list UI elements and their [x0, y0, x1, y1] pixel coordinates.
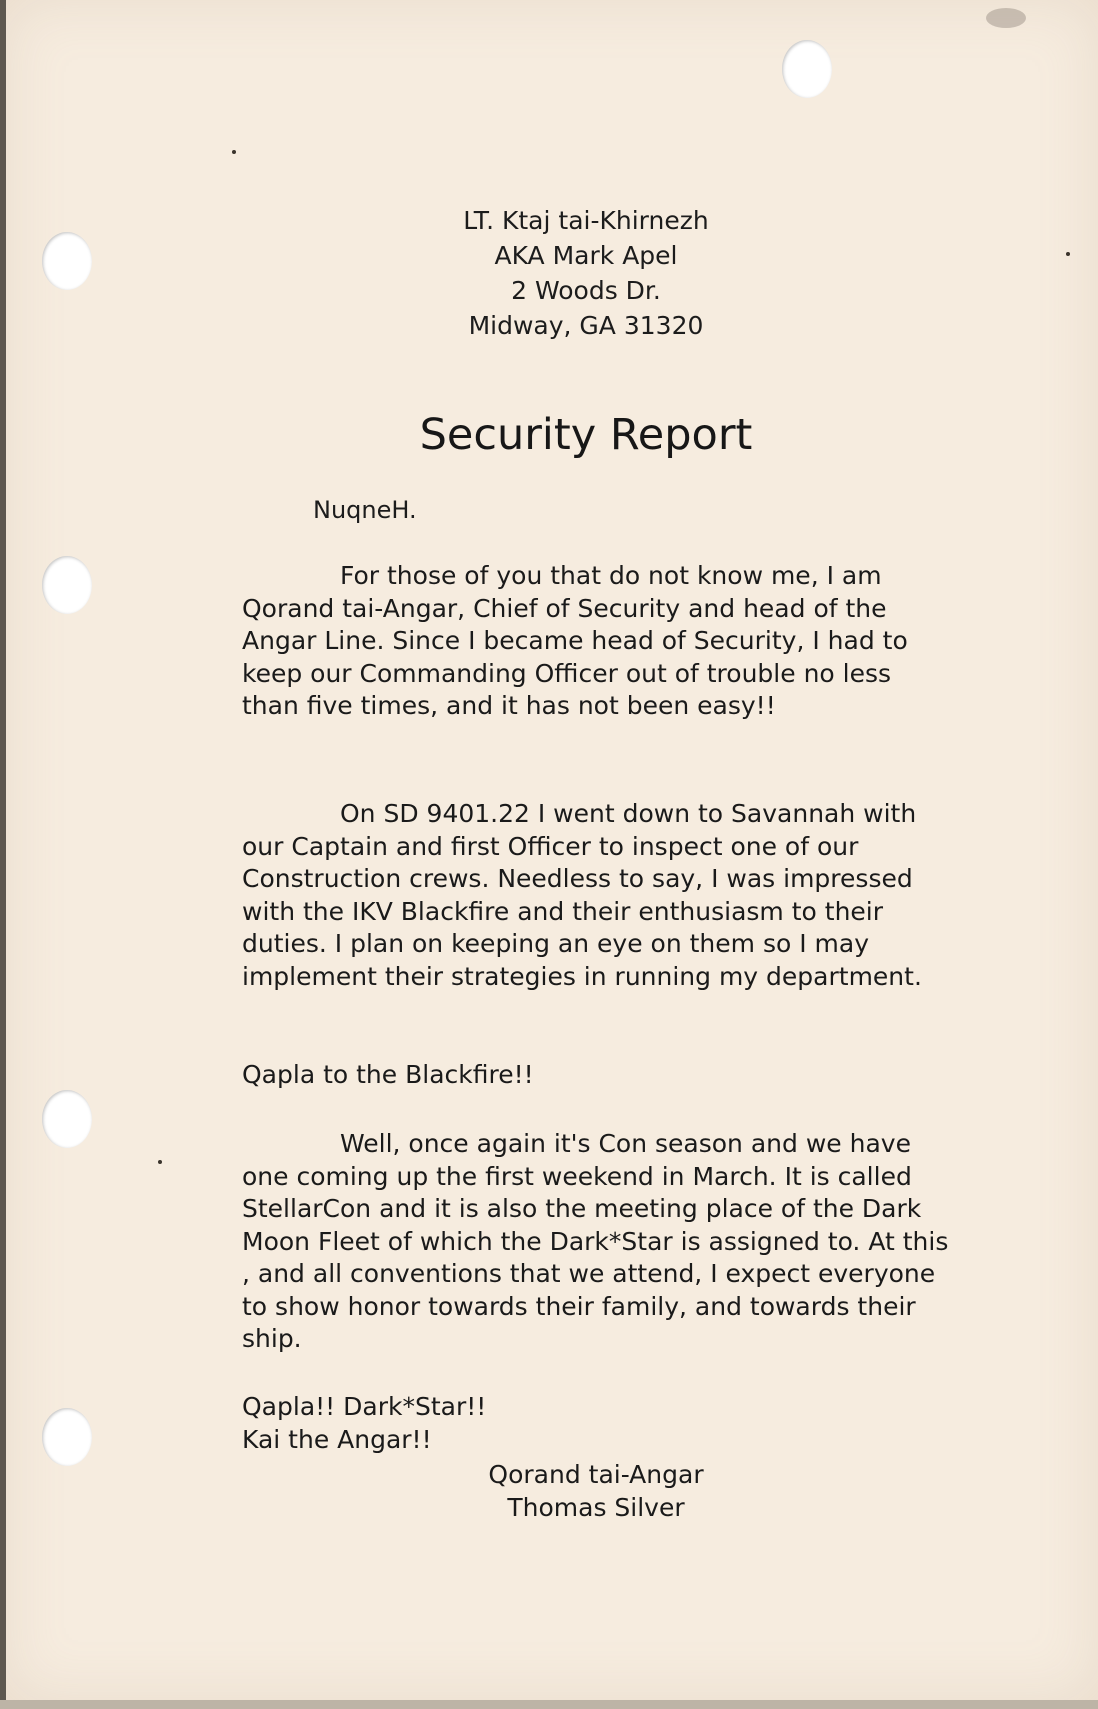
paragraph-savannah-visit: On SD 9401.22 I went down to Savannah with our Captain and first Officer to inspect one of our Construction crews. Needless to say, I was impressed with the IKV Blackfire and their enthusiasm to their duties. I plan on keeping an eye on them so I may implement their strategies in running my department.: [242, 799, 922, 991]
sender-city: Midway, GA 31320: [468, 311, 704, 340]
speck: [232, 150, 236, 154]
sender-alias: AKA Mark Apel: [494, 241, 678, 270]
punch-hole: [42, 1408, 92, 1466]
report-title: Security Report: [419, 410, 753, 460]
punch-hole: [42, 556, 92, 614]
signature-klingon-name: Qorand tai-Angar: [488, 1460, 704, 1489]
smudge: [986, 8, 1026, 28]
page-edge-bottom: [0, 1700, 1098, 1709]
paragraph-con-season: Well, once again it's Con season and we have one coming up the first weekend in March. It is called StellarCon and it is also the meeting place of the Dark Moon Fleet of which the Dark*Star is assigned to. At this , and all conventions that we attend, I expect everyone to show honor towards their family, and towards their ship.: [242, 1129, 949, 1353]
document-page: [6, 0, 1098, 1700]
speck: [1066, 252, 1070, 256]
paragraph-introduction: For those of you that do not know me, I am Qorand tai-Angar, Chief of Security and head of the Angar Line. Since I became head of Security, I had to keep our Commanding Officer out of trouble no less than five times, and it has not been easy!!: [242, 561, 908, 720]
blackfire-salute: Qapla to the Blackfire!!: [242, 1060, 534, 1089]
speck: [158, 1160, 162, 1164]
sender-address-block: [386, 203, 786, 343]
punch-hole: [782, 40, 832, 98]
greeting: NuqneH.: [313, 496, 417, 524]
angar-salute: Kai the Angar!!: [242, 1425, 432, 1454]
punch-hole: [42, 1090, 92, 1148]
sender-name: LT. Ktaj tai-Khirnezh: [463, 206, 709, 235]
signature-real-name: Thomas Silver: [507, 1493, 685, 1522]
darkstar-salute: Qapla!! Dark*Star!!: [242, 1392, 487, 1421]
signature-block: [446, 1458, 746, 1524]
sender-street: 2 Woods Dr.: [511, 276, 661, 305]
punch-hole: [42, 232, 92, 290]
